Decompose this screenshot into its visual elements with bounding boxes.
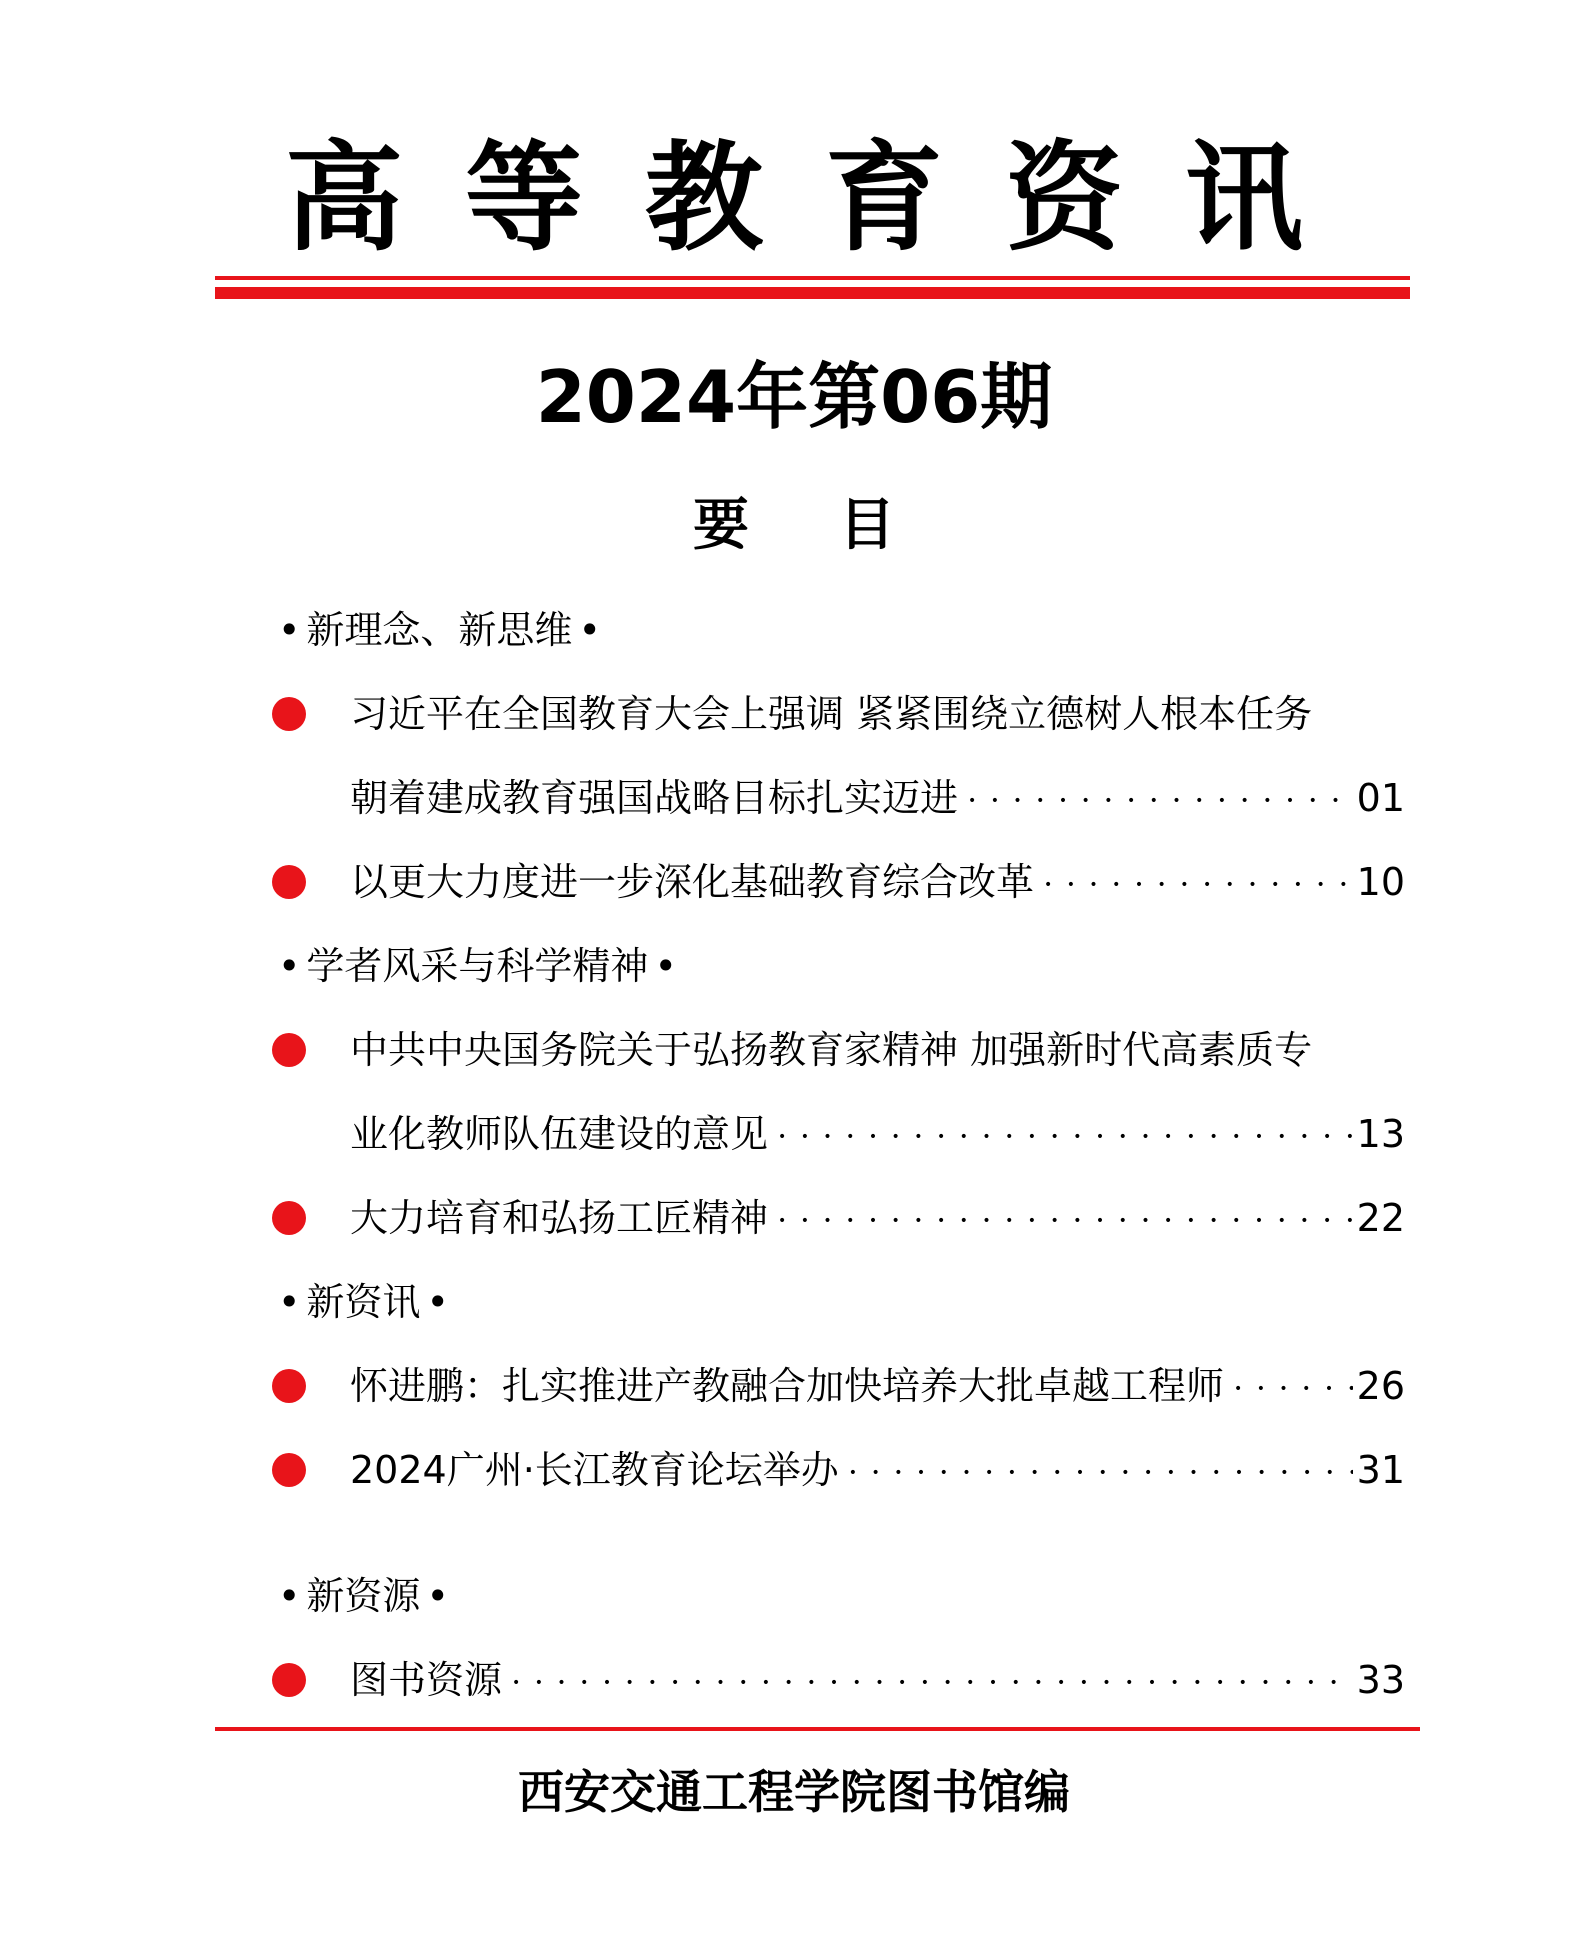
section-heading [272, 1277, 455, 1327]
toc-entry[interactable] [350, 1109, 1405, 1159]
toc-entry-title: 朝着建成教育强国战略目标扎实迈进 [350, 776, 959, 820]
bullet-icon [272, 865, 306, 899]
section-heading [272, 605, 607, 655]
dot-leader [849, 1449, 1353, 1504]
dot-leader [778, 1197, 1353, 1252]
toc-entry[interactable] [350, 773, 1405, 823]
bullet-icon [272, 1663, 306, 1697]
toc-page-number: 26 [1356, 1364, 1405, 1408]
toc-page-number: 10 [1356, 860, 1405, 904]
dot-leader [512, 1659, 1353, 1714]
section-label: 学者风采与科学精神 [306, 944, 649, 988]
issue-number: 2024年第06期 [535, 355, 1053, 439]
toc-entry-title: 大力培育和弘扬工匠精神 [350, 1196, 769, 1240]
section-dot: • [578, 608, 601, 652]
dot-leader [1234, 1365, 1353, 1420]
bullet-icon [272, 1453, 306, 1487]
bullet-icon [272, 697, 306, 731]
bullet-icon [272, 1201, 306, 1235]
masthead: 高等教育资讯 [284, 128, 1365, 267]
dot-leader [968, 777, 1353, 832]
toc-entry-title: 怀进鹏：扎实推进产教融合加快培养大批卓越工程师 [350, 1364, 1225, 1408]
toc-page-number: 22 [1356, 1196, 1405, 1240]
section-dot: • [654, 944, 677, 988]
toc-entry[interactable] [350, 857, 1405, 907]
toc-entry[interactable] [350, 1445, 1405, 1495]
bullet-icon [272, 1033, 306, 1067]
section-dot: • [426, 1280, 449, 1324]
section-dot: • [278, 1574, 301, 1618]
toc-entry-title: 图书资源 [350, 1658, 503, 1702]
toc-page-number: 01 [1356, 776, 1405, 820]
footer-rule [215, 1727, 1420, 1731]
toc-entry[interactable] [350, 1361, 1405, 1411]
section-dot: • [278, 1280, 301, 1324]
toc-entry-title: 以更大力度进一步深化基础教育综合改革 [350, 860, 1035, 904]
toc-page-number: 31 [1356, 1448, 1405, 1492]
section-heading [272, 941, 683, 991]
toc-entry-line: 中共中央国务院关于弘扬教育家精神 加强新时代高素质专 [350, 1028, 1313, 1072]
section-dot: • [426, 1574, 449, 1618]
toc-page-number: 33 [1356, 1658, 1405, 1702]
section-heading [272, 1571, 455, 1621]
toc-title: 要目 [693, 492, 985, 558]
masthead-rule-thin [215, 276, 1410, 280]
toc-entry[interactable] [350, 1655, 1405, 1705]
dot-leader [778, 1113, 1353, 1168]
toc-entry-title: 业化教师队伍建设的意见 [350, 1112, 769, 1156]
publisher: 西安交通工程学院图书馆编 [518, 1765, 1070, 1819]
section-dot: • [278, 608, 301, 652]
dot-leader [1044, 861, 1353, 916]
toc-page-number: 13 [1356, 1112, 1405, 1156]
toc-entry-line: 习近平在全国教育大会上强调 紧紧围绕立德树人根本任务 [350, 692, 1313, 736]
section-label: 新理念、新思维 [306, 608, 573, 652]
toc-entry[interactable] [350, 1193, 1405, 1243]
masthead-rule-thick [215, 287, 1410, 299]
section-label: 新资讯 [306, 1280, 421, 1324]
section-dot: • [278, 944, 301, 988]
section-label: 新资源 [306, 1574, 421, 1618]
bullet-icon [272, 1369, 306, 1403]
toc-entry-title: 2024广州·长江教育论坛举办 [350, 1448, 839, 1492]
